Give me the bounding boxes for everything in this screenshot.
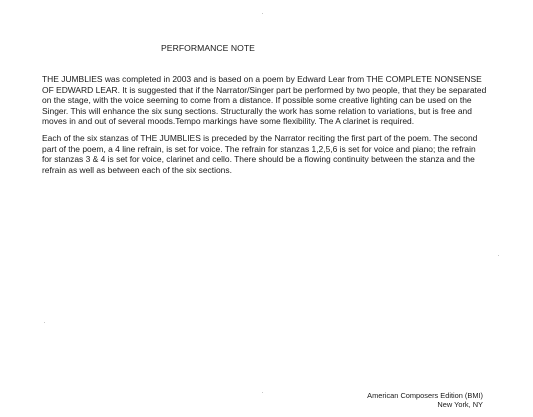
scan-speck [262, 13, 263, 14]
paragraph-line: OF EDWARD LEAR. It is suggested that if the Narrator/Singer part be performed by two people, that they be separated [42, 84, 487, 95]
page-title: PERFORMANCE NOTE [161, 43, 255, 53]
scan-speck [498, 255, 499, 256]
paragraph-line: Singer. This will enhance the six sung sections. Structurally the work has some relation to variations, but is free and [42, 105, 472, 116]
publisher-info [367, 391, 483, 409]
paragraph-line: Each of the six stanzas of THE JUMBLIES is preceded by the Narrator reciting the first part of the poem. The second [42, 133, 478, 143]
paragraph-line: on the stage, with the voice seeming to come from a distance. If possible some creative lighting can be used on the [42, 95, 472, 106]
publisher-name: American Composers Edition (BMI) [367, 391, 483, 400]
scan-speck [44, 322, 45, 323]
paragraph-line: for stanzas 3 & 4 is set for voice, clarinet and cello. There should be a flowing continuity between the stanza and the [42, 154, 475, 165]
paragraph-line: refrain as well as between each of the six sections. [42, 164, 232, 175]
paragraph-line: moves in and out of several moods.Tempo markings have some flexibility. The A clarinet is required. [42, 116, 415, 127]
paragraph-intro [42, 74, 494, 127]
paragraph-line: part of the poem, a 4 line refrain, is set for voice. The refrain for stanzas 1,2,5,6 is set for voice and piano; the refrain [42, 143, 476, 154]
paragraph-structure [42, 133, 494, 175]
scan-speck [262, 392, 263, 393]
publisher-location: New York, NY [437, 400, 483, 410]
paragraph-line: THE JUMBLIES was completed in 2003 and is based on a poem by Edward Lear from THE COMPLETE NONSENSE [42, 74, 482, 84]
